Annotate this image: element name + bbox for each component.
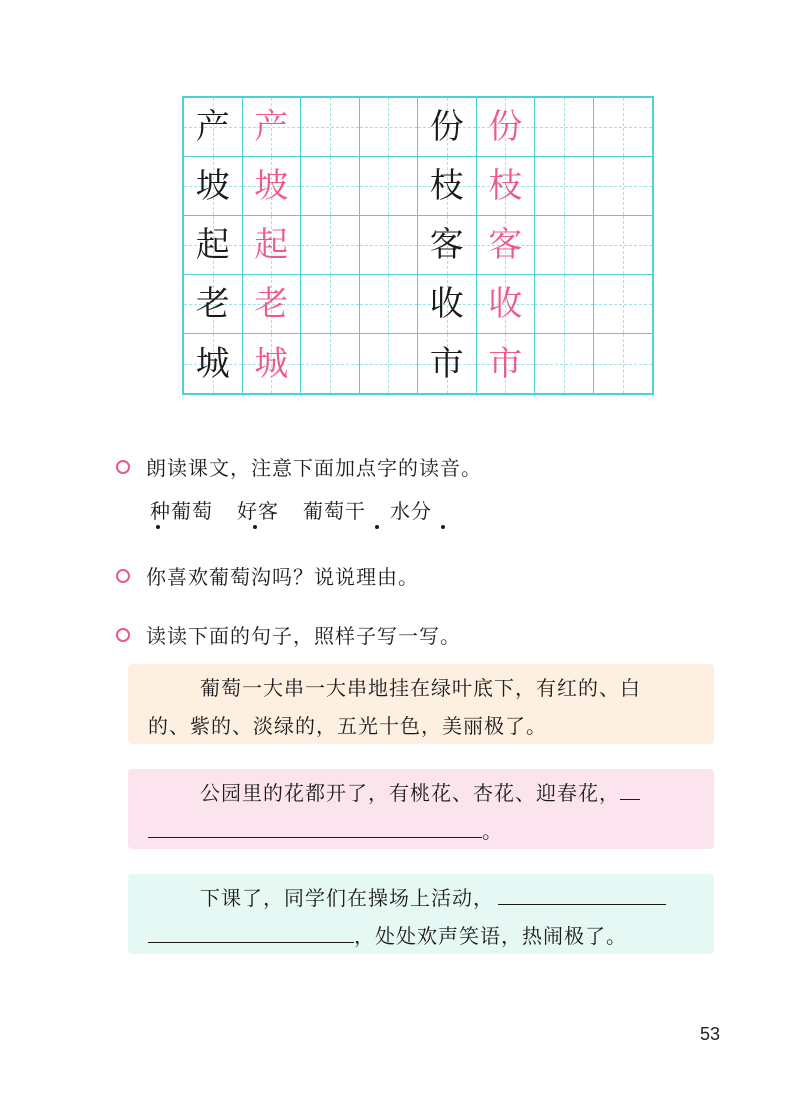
sentence-text: ，处处欢声笑语，热闹极了。	[354, 924, 627, 948]
page-number: 53	[700, 1024, 721, 1044]
model-character: 收	[429, 284, 464, 324]
model-character: 城	[195, 343, 230, 384]
practice-sentence-box	[128, 874, 714, 954]
sentence-line	[148, 879, 694, 917]
word-list	[150, 495, 432, 524]
grid-cell[interactable]	[301, 98, 360, 157]
grid-cell	[184, 216, 243, 275]
word-item: 种葡萄	[150, 499, 213, 523]
sentence-line	[148, 812, 694, 850]
fill-in-blank[interactable]	[498, 882, 666, 905]
grid-cell[interactable]	[301, 216, 360, 275]
grid-cell[interactable]	[301, 275, 360, 334]
grid-cell[interactable]	[594, 334, 653, 393]
grid-cell[interactable]	[594, 157, 653, 216]
emphasis-dot	[253, 525, 257, 529]
model-character: 份	[429, 107, 464, 147]
trace-character: 产	[254, 107, 289, 147]
trace-character: 起	[254, 225, 289, 265]
exercise-instruction: 朗读课文，注意下面加点字的读音。	[146, 456, 482, 480]
emphasis-dot	[156, 525, 160, 529]
grid-cell[interactable]	[301, 334, 360, 393]
grid-cell	[418, 157, 477, 216]
grid-cell	[477, 216, 536, 275]
model-character: 市	[429, 343, 464, 384]
grid-cell	[184, 157, 243, 216]
fill-in-blank[interactable]	[620, 777, 640, 800]
grid-cell[interactable]	[594, 98, 653, 157]
model-character: 产	[195, 107, 230, 147]
fill-in-blank[interactable]	[148, 920, 354, 943]
exercise-instruction: 你喜欢葡萄沟吗？说说理由。	[146, 565, 419, 589]
grid-cell	[418, 334, 477, 393]
model-character: 客	[429, 225, 464, 265]
emphasis-dot	[441, 525, 445, 529]
grid-cell	[477, 334, 536, 393]
circle-icon	[116, 460, 130, 474]
fill-in-blank[interactable]	[148, 815, 482, 838]
emphasis-dot	[375, 525, 379, 529]
grid-cell	[418, 216, 477, 275]
character-practice-grid	[182, 96, 654, 395]
model-character: 起	[195, 225, 230, 265]
grid-cell[interactable]	[360, 216, 419, 275]
sentence-line	[148, 774, 694, 812]
sentence-text: 公园里的花都开了，有桃花、杏花、迎春花，	[200, 781, 620, 805]
sentence-text: 。	[482, 819, 503, 843]
model-character: 坡	[195, 166, 230, 206]
word-item: 好客	[237, 499, 279, 523]
trace-character: 份	[488, 107, 523, 147]
sentence-text: 下课了，同学们在操场上活动，	[200, 886, 494, 910]
grid-cell[interactable]	[360, 98, 419, 157]
sentence-line: 葡萄一大串一大串地挂在绿叶底下，有红的、白	[200, 676, 641, 700]
grid-cell	[243, 98, 302, 157]
grid-cell[interactable]	[360, 275, 419, 334]
word-item: 葡萄干	[303, 499, 366, 523]
grid-cell	[243, 275, 302, 334]
trace-character: 老	[254, 284, 289, 324]
trace-character: 客	[488, 225, 523, 265]
grid-cell	[184, 98, 243, 157]
grid-cell	[418, 275, 477, 334]
exercise-2	[116, 561, 419, 590]
trace-character: 坡	[254, 166, 289, 206]
trace-character: 枝	[488, 166, 523, 206]
exercise-1	[116, 452, 482, 481]
grid-cell	[243, 334, 302, 393]
trace-character: 市	[488, 343, 523, 384]
grid-cell[interactable]	[360, 334, 419, 393]
model-character: 枝	[429, 166, 464, 206]
trace-character: 收	[488, 284, 523, 324]
grid-cell[interactable]	[535, 98, 594, 157]
grid-cell	[477, 275, 536, 334]
grid-cell[interactable]	[535, 216, 594, 275]
exercise-instruction: 读读下面的句子，照样子写一写。	[146, 624, 461, 648]
word-item: 水分	[390, 499, 432, 523]
grid-cell	[477, 98, 536, 157]
circle-icon	[116, 569, 130, 583]
practice-sentence-box	[128, 769, 714, 849]
grid-cell	[184, 334, 243, 393]
exercise-3	[116, 620, 461, 649]
example-sentence-box	[128, 664, 714, 744]
sentence-line	[148, 917, 694, 955]
circle-icon	[116, 628, 130, 642]
grid-cell[interactable]	[535, 157, 594, 216]
grid-cell	[418, 98, 477, 157]
sentence-line: 的、紫的、淡绿的，五光十色，美丽极了。	[148, 714, 547, 738]
grid-cell[interactable]	[594, 275, 653, 334]
grid-cell	[243, 216, 302, 275]
grid-cell[interactable]	[301, 157, 360, 216]
grid-cell	[184, 275, 243, 334]
grid-cell	[243, 157, 302, 216]
grid-cell[interactable]	[360, 157, 419, 216]
grid-cell[interactable]	[535, 334, 594, 393]
grid-cell[interactable]	[535, 275, 594, 334]
grid-cell	[477, 157, 536, 216]
model-character: 老	[195, 284, 230, 324]
trace-character: 城	[254, 343, 289, 384]
grid-cell[interactable]	[594, 216, 653, 275]
